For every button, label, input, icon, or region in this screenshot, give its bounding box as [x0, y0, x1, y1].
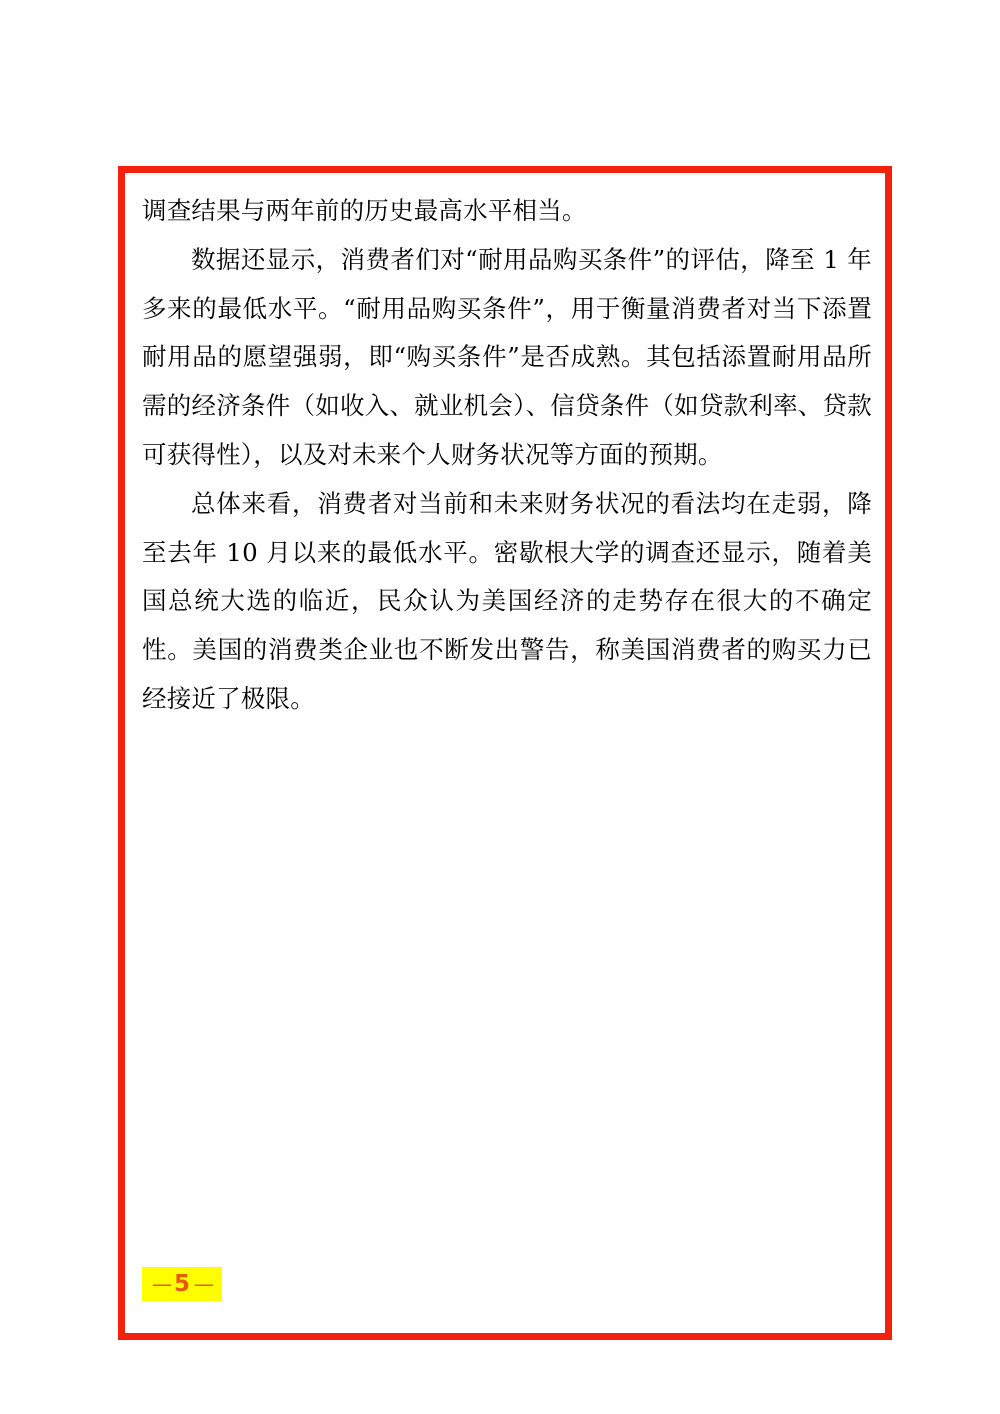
page-number: 5	[173, 1271, 190, 1297]
page-number-dash-right: —	[194, 1272, 212, 1296]
page-number-dash-left: —	[151, 1272, 170, 1296]
page-number-badge	[142, 1267, 222, 1301]
page-frame	[118, 166, 892, 1340]
paragraph-overall-outlook: 总体来看，消费者对当前和未来财务状况的看法均在走弱，降至去年 10 月以来的最低水平。密歇根大学的调查还显示，随着美国总统大选的临近，民众认为美国经济的走势存在很大的不确定性。美国的消费类企业也不断发出警告，称美国消费者的购买力已经接近了极限。	[142, 488, 872, 713]
document-body	[142, 187, 872, 724]
paragraph-durable-goods: 数据还显示，消费者们对“耐用品购买条件”的评估，降至 1 年多来的最低水平。“耐用品购买条件”，用于衡量消费者对当下添置耐用品的愿望强弱，即“购买条件”是否成熟。其包括添置耐用品所需的经济条件（如收入、就业机会）、信贷条件（如贷款利率、贷款可获得性），以及对未来个人财务状况等方面的预期。	[142, 244, 872, 469]
paragraph-continuation: 调查结果与两年前的历史最高水平相当。	[142, 196, 587, 225]
